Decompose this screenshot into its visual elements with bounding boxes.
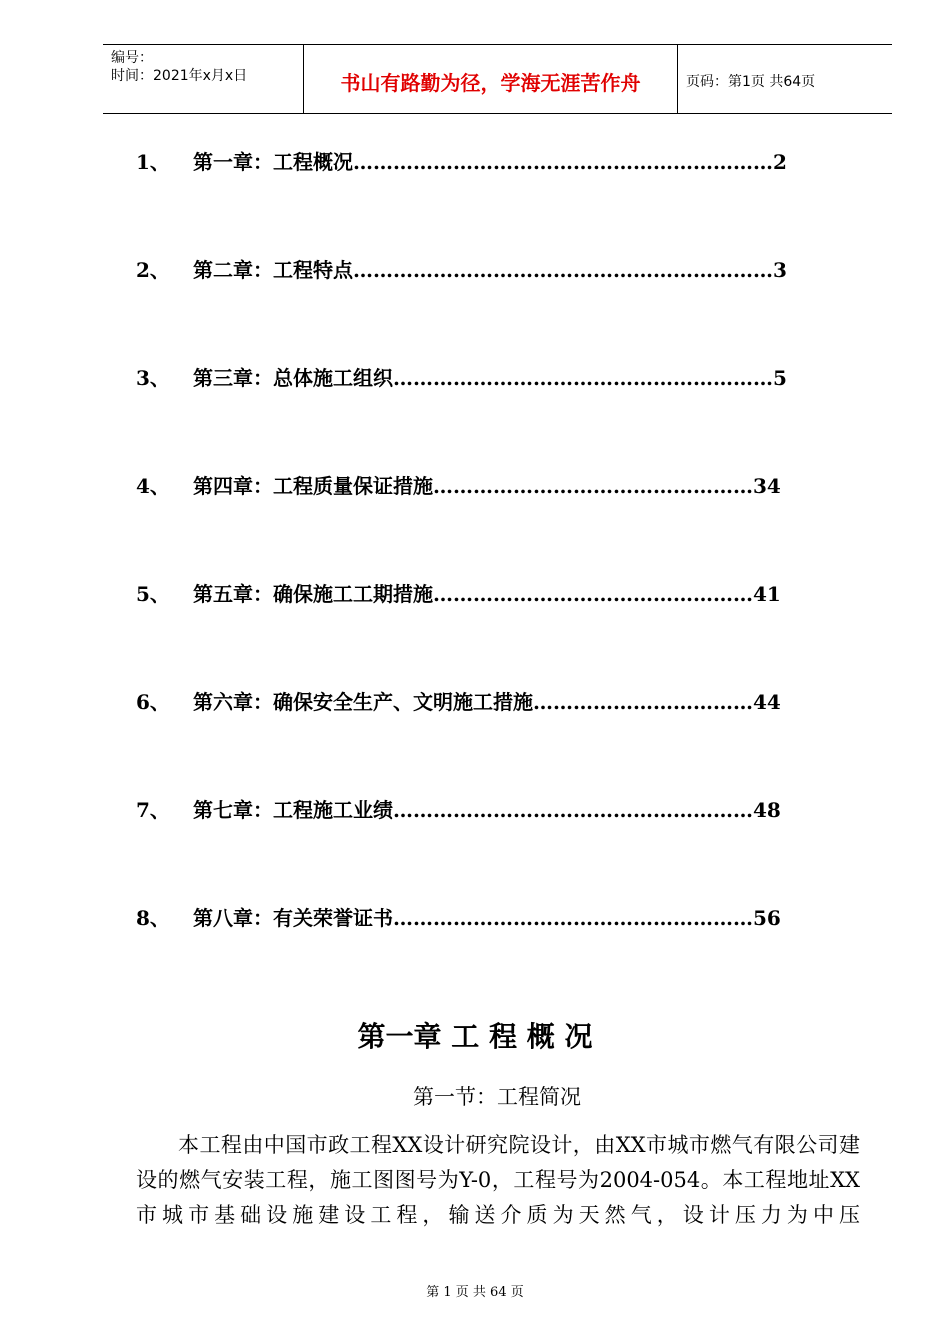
- toc-entry-title: 第二章：工程特点: [193, 258, 353, 282]
- toc-entry-title-line: [193, 685, 781, 719]
- toc-entry-title-line: [193, 901, 781, 935]
- toc-entry-number: 2、: [136, 258, 170, 282]
- document-time-label: 时间：2021年x月x日: [111, 68, 248, 84]
- toc-entry-page: 41: [753, 582, 781, 606]
- toc-entry[interactable]: [136, 145, 826, 179]
- toc-entry-number: 1、: [136, 150, 170, 174]
- toc-entry[interactable]: [136, 361, 826, 395]
- toc-entry-title-line: [193, 793, 781, 827]
- toc-entry-page: 48: [753, 798, 781, 822]
- toc-entry-title-line: [193, 469, 781, 503]
- toc-entry-title: 第八章：有关荣誉证书: [193, 906, 393, 930]
- toc-entry-page: 44: [753, 690, 781, 714]
- toc-entry-title: 第三章：总体施工组织: [193, 366, 393, 390]
- toc-entry[interactable]: [136, 901, 826, 935]
- header-left-cell: [103, 45, 304, 113]
- header-right-cell: [678, 45, 892, 113]
- toc-entry-leader: ……………………………: [533, 690, 753, 714]
- toc-entry-page: 3: [773, 258, 787, 282]
- toc-entry-leader: …………………………………………: [433, 474, 753, 498]
- toc-entry-title-line: [193, 361, 787, 395]
- toc-entry-leader: …………………………………………………: [393, 366, 773, 390]
- document-number-label: 编号：: [111, 50, 153, 66]
- toc-entry-page: 56: [753, 906, 781, 930]
- toc-entry-title-line: [193, 253, 787, 287]
- toc-entry-number: 5、: [136, 582, 170, 606]
- toc-entry-leader: ………………………………………………………: [353, 258, 773, 282]
- toc-entry-number: 7、: [136, 798, 170, 822]
- toc-entry-page: 5: [773, 366, 787, 390]
- toc-entry[interactable]: [136, 793, 826, 827]
- toc-entry-page: 2: [773, 150, 787, 174]
- chapter-title: 第一章 工 程 概 况: [357, 1020, 593, 1053]
- toc-entry-title: 第七章：工程施工业绩: [193, 798, 393, 822]
- toc-entry-title-line: [193, 145, 787, 179]
- page-header: [103, 44, 892, 114]
- toc-entry-number: 8、: [136, 906, 170, 930]
- header-middle-cell: [304, 45, 678, 113]
- toc-entry-leader: ………………………………………………: [393, 906, 753, 930]
- toc-entry-number: 4、: [136, 474, 170, 498]
- toc-entry-number: 3、: [136, 366, 170, 390]
- toc-entry-leader: …………………………………………: [433, 582, 753, 606]
- toc-entry[interactable]: [136, 685, 826, 719]
- toc-entry-title: 第六章：确保安全生产、文明施工措施: [193, 690, 533, 714]
- toc-entry-leader: ………………………………………………: [393, 798, 753, 822]
- toc-entry-page: 34: [753, 474, 781, 498]
- body-paragraph: 本工程由中国市政工程XX设计研究院设计，由XX市城市燃气有限公司建设的燃气安装工程，施工图图号为Y-0，工程号为2004-054。本工程地址XX市城市基础设施建设工程，输送介质为天然气，设计压力为中压: [136, 1133, 860, 1227]
- toc-entry-title: 第一章：工程概况: [193, 150, 353, 174]
- toc-entry[interactable]: [136, 253, 826, 287]
- toc-entry-number: 6、: [136, 690, 170, 714]
- toc-entry-leader: ………………………………………………………: [353, 150, 773, 174]
- toc-entry[interactable]: [136, 469, 826, 503]
- header-motto: 书山有路勤为径，学海无涯苦作舟: [340, 71, 641, 95]
- header-page-info: 页码：第1页 共64页: [686, 74, 816, 90]
- page-footer: 第 1 页 共 64 页: [426, 1285, 524, 1300]
- toc-entry-title-line: [193, 577, 781, 611]
- toc-entry[interactable]: [136, 577, 826, 611]
- section-title: 第一节：工程简况: [413, 1085, 581, 1109]
- toc-entry-title: 第四章：工程质量保证措施: [193, 474, 433, 498]
- toc-entry-title: 第五章：确保施工工期措施: [193, 582, 433, 606]
